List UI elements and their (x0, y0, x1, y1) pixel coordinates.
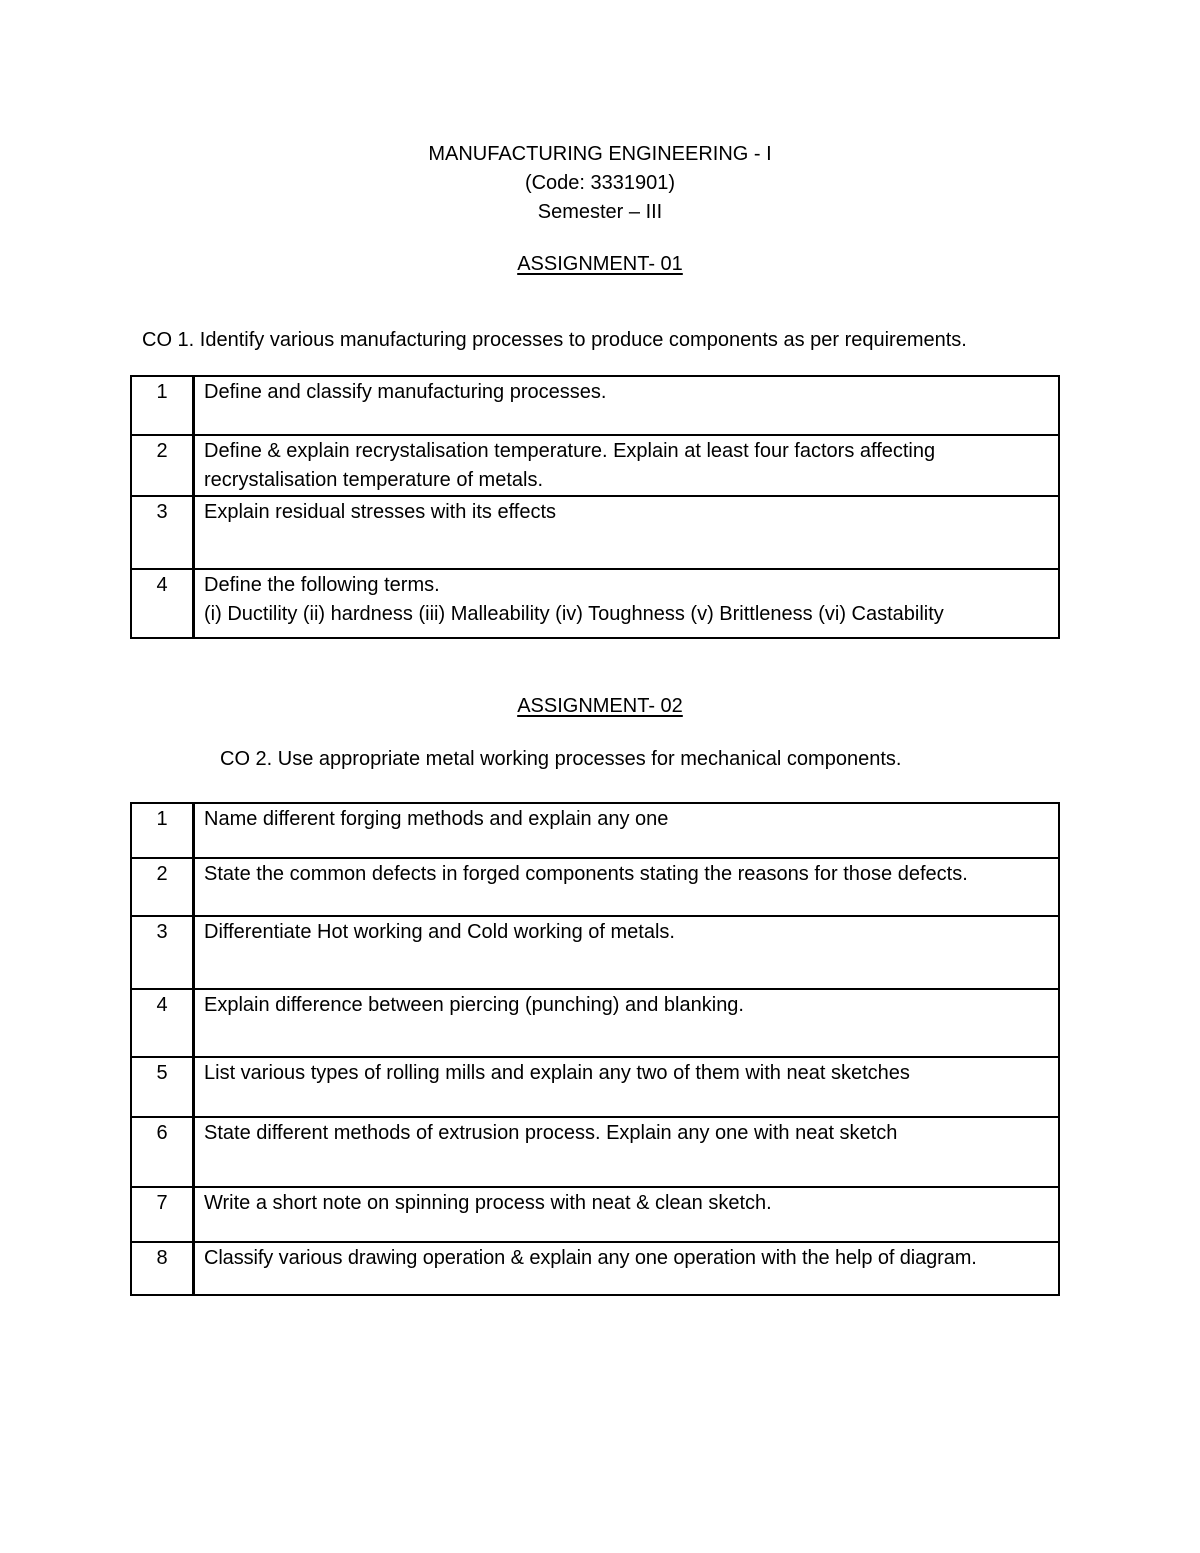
question-text: Differentiate Hot working and Cold working of metals. (194, 916, 1060, 989)
table-row (131, 496, 1059, 569)
question-number: 6 (131, 1117, 194, 1187)
question-number: 4 (131, 989, 194, 1057)
assignment-1-heading (0, 250, 1200, 278)
course-code: (Code: 3331901) (524, 172, 676, 194)
question-text: Write a short note on spinning process with neat & clean sketch. (194, 1187, 1060, 1242)
question-text: Name different forging methods and explain any one (194, 803, 1060, 858)
table-row (131, 1242, 1059, 1295)
table-row (131, 1057, 1059, 1117)
question-text: Define & explain recrystalisation temperature. Explain at least four factors affecting recrystalisation temperature of metals. (194, 435, 1060, 496)
question-number: 3 (131, 496, 194, 569)
assignment-2-heading (0, 692, 1200, 720)
question-number: 5 (131, 1057, 194, 1117)
question-text (194, 569, 1060, 638)
question-number: 3 (131, 916, 194, 989)
question-text: State different methods of extrusion process. Explain any one with neat sketch (194, 1117, 1060, 1187)
question-text: Explain difference between piercing (punching) and blanking. (194, 989, 1060, 1057)
question-number: 1 (131, 376, 194, 435)
table-row (131, 435, 1059, 496)
assignment-1-outcome: CO 1. Identify various manufacturing processes to produce components as per requirements. (142, 329, 967, 351)
question-text-line-2: (i) Ductility (ii) hardness (iii) Malleability (iv) Toughness (v) Brittleness (vi) Castability (204, 603, 944, 625)
table-row (131, 569, 1059, 638)
question-number: 7 (131, 1187, 194, 1242)
question-text: Define and classify manufacturing processes. (194, 376, 1060, 435)
semester-label: Semester – III (537, 201, 663, 223)
question-text: List various types of rolling mills and explain any two of them with neat sketches (194, 1057, 1060, 1117)
assignment-2-question-table (130, 802, 1060, 1296)
question-number: 4 (131, 569, 194, 638)
question-text: Explain residual stresses with its effects (194, 496, 1060, 569)
table-row (131, 989, 1059, 1057)
assignment-1-question-table (130, 375, 1060, 639)
table-row (131, 858, 1059, 916)
question-text: Classify various drawing operation & explain any one operation with the help of diagram. (194, 1242, 1060, 1295)
assignment-2-outcome: CO 2. Use appropriate metal working processes for mechanical components. (220, 748, 902, 770)
table-row (131, 1187, 1059, 1242)
document-title: MANUFACTURING ENGINEERING - I (428, 143, 772, 165)
assignment-1-heading-text: ASSIGNMENT- 01 (517, 253, 683, 275)
question-number: 2 (131, 858, 194, 916)
table-row (131, 916, 1059, 989)
assignment-2-heading-text: ASSIGNMENT- 02 (517, 695, 683, 717)
question-number: 1 (131, 803, 194, 858)
table-row (131, 1117, 1059, 1187)
table-row (131, 376, 1059, 435)
question-text-line-1: Define the following terms. (204, 574, 440, 596)
question-text: State the common defects in forged components stating the reasons for those defects. (194, 858, 1060, 916)
question-number: 8 (131, 1242, 194, 1295)
question-number: 2 (131, 435, 194, 496)
table-row (131, 803, 1059, 858)
